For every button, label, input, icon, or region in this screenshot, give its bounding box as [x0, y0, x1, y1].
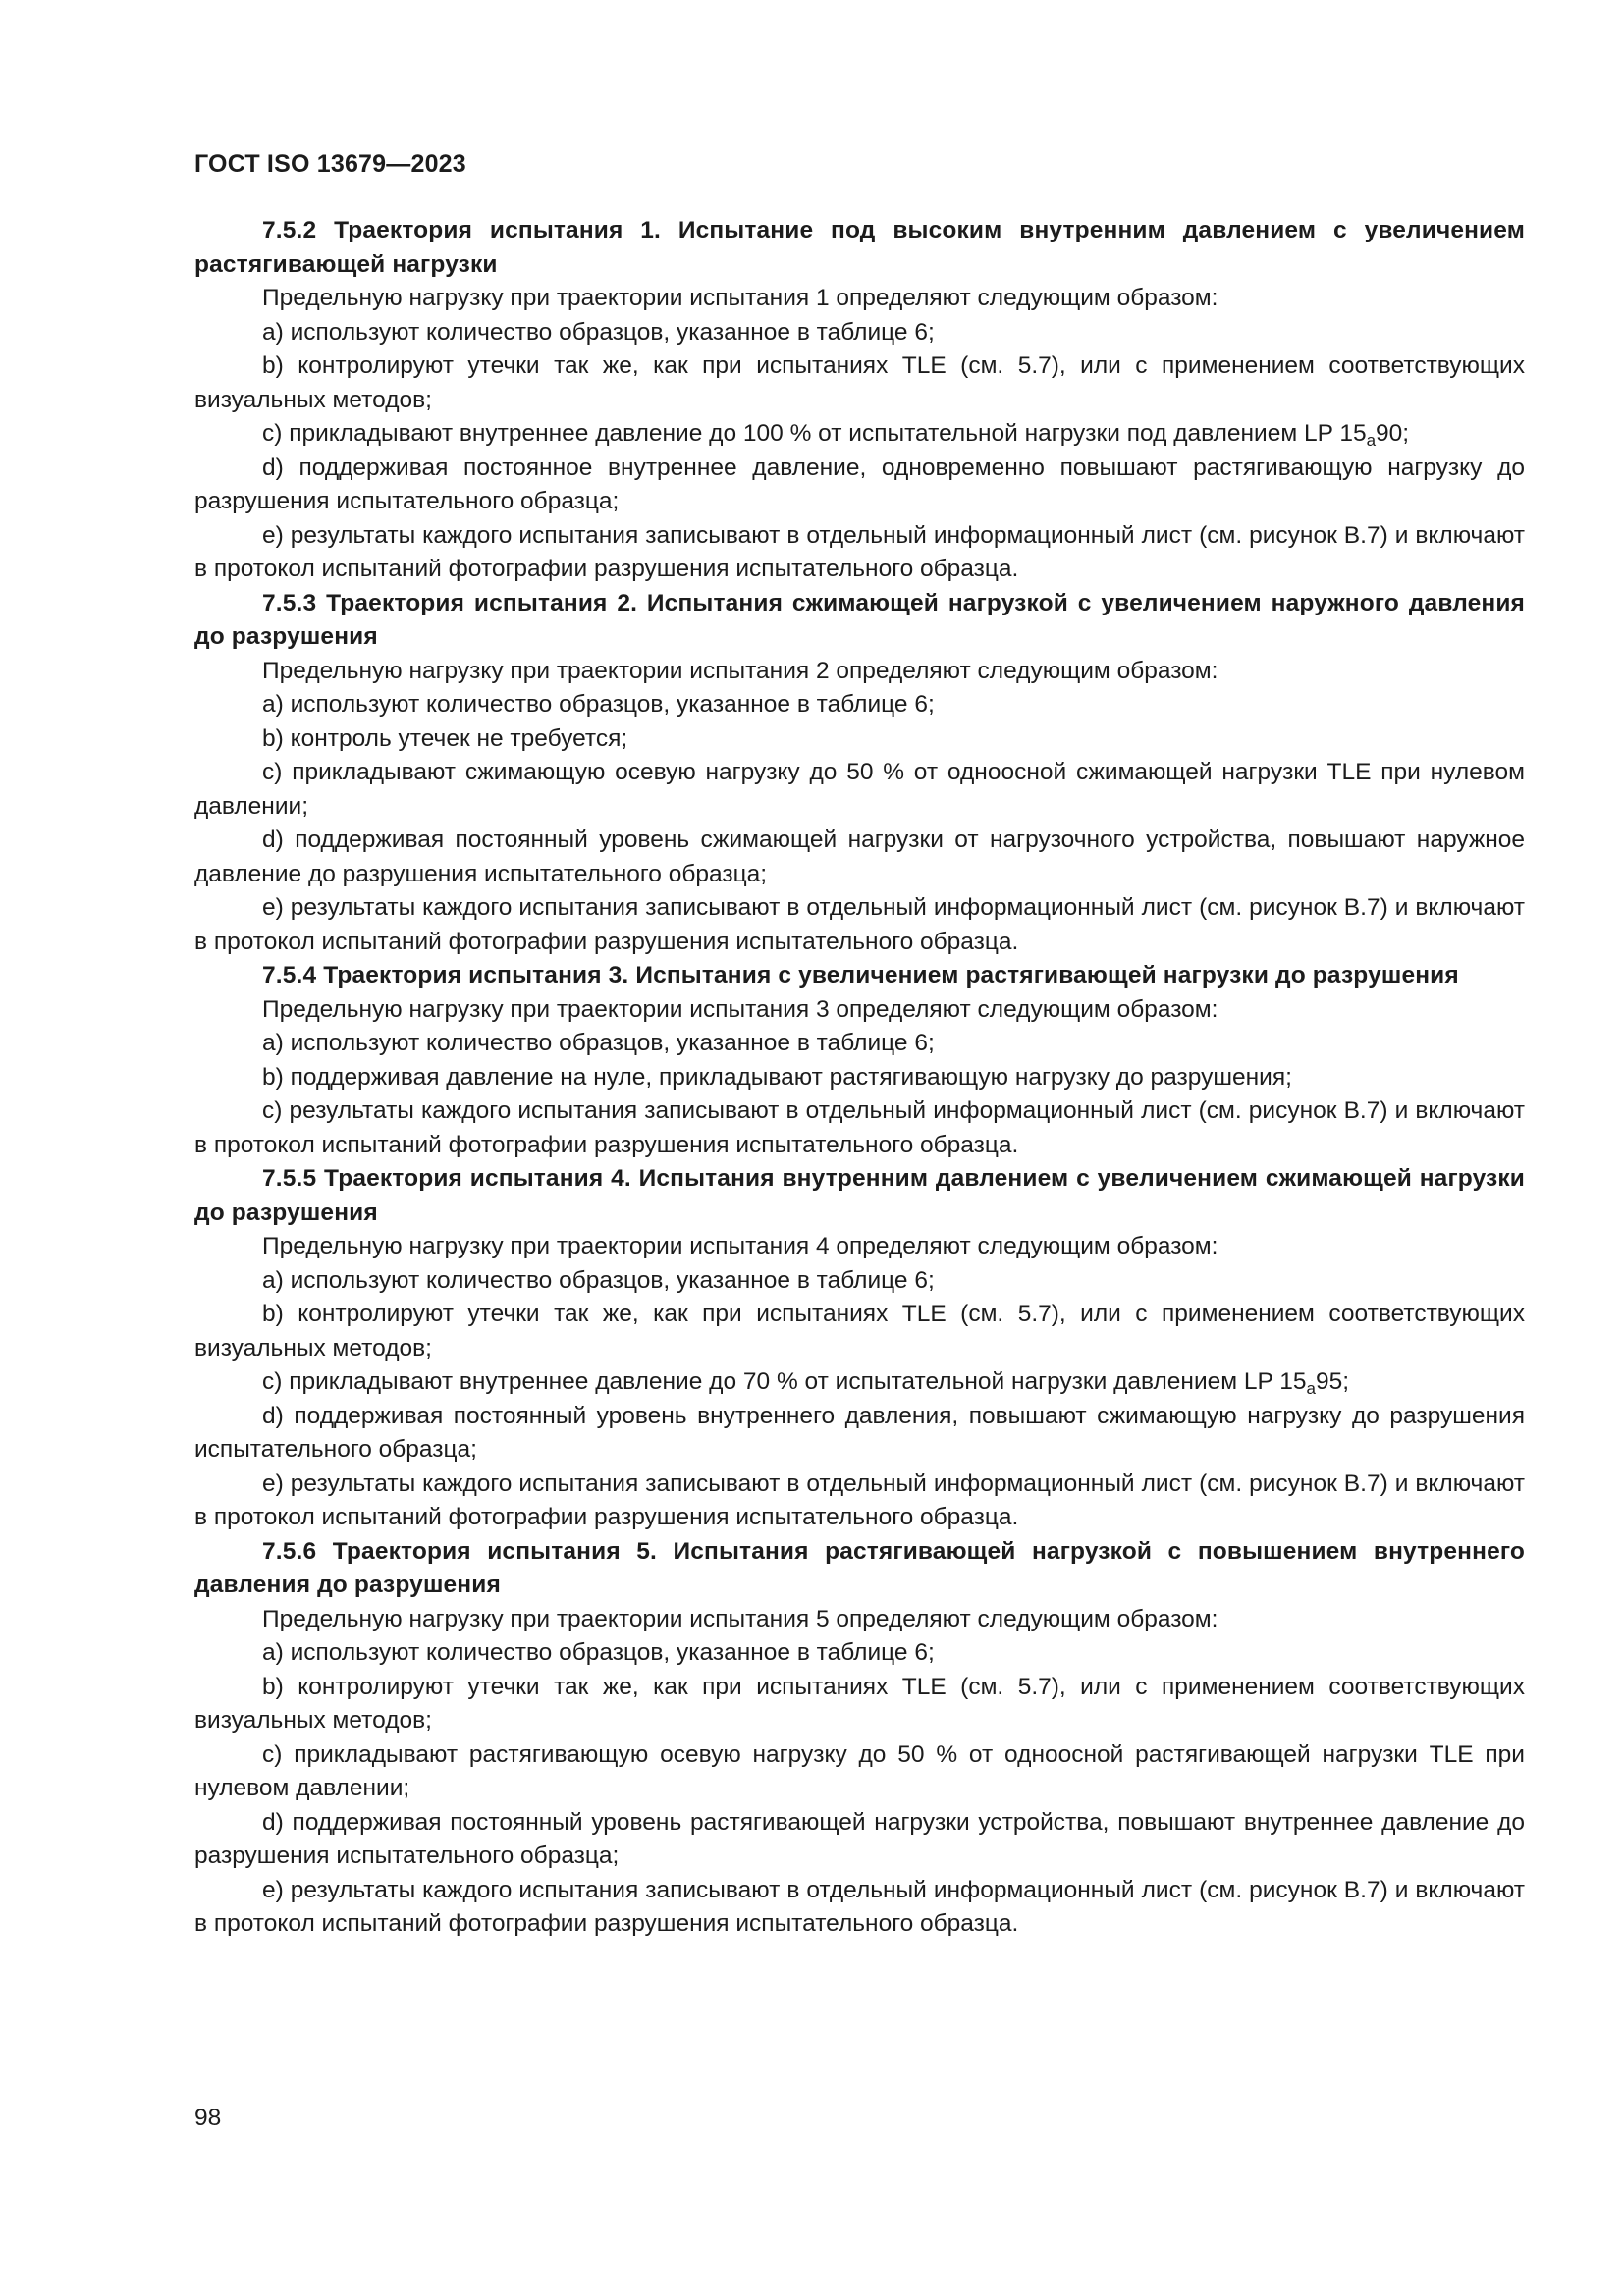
list-item-c-text: c) прикладывают внутреннее давление до 100 % от испытательной нагрузки под давлением LP 15 — [262, 420, 1367, 447]
list-item-d: d) поддерживая постоянный уровень растягивающей нагрузки устройства, повышают внутреннее давление до разрушения испытательного образца; — [194, 1808, 1525, 1869]
list-item-c-text: c) прикладывают внутреннее давление до 70 % от испытательной нагрузки давлением LP 15 — [262, 1368, 1307, 1395]
list-item-c: c) прикладывают растягивающую осевую нагрузку до 50 % от одноосной растягивающей нагрузки TLE при нулевом давлении; — [194, 1740, 1525, 1801]
list-item-e: e) результаты каждого испытания записывают в отдельный информационный лист (см. рисунок В.7) и включают в протокол испытаний фотографии разрушения испытательного образца. — [194, 1876, 1525, 1937]
list-item-c: c) прикладывают сжимающую осевую нагрузку до 50 % от одноосной сжимающей нагрузки TLE при нулевом давлении; — [194, 759, 1525, 820]
section-intro: Предельную нагрузку при траектории испытания 1 определяют следующим образом: — [262, 285, 1218, 311]
page-number: 98 — [194, 2105, 222, 2131]
section-heading: 7.5.2 Траектория испытания 1. Испытание под высоким внутренним давлением с увеличением растягивающей нагрузки — [194, 217, 1525, 278]
section-heading: 7.5.4 Траектория испытания 3. Испытания с увеличением растягивающей нагрузки до разрушения — [262, 962, 1459, 988]
list-item-e: e) результаты каждого испытания записывают в отдельный информационный лист (см. рисунок В.7) и включают в протокол испытаний фотографии разрушения испытательного образца. — [194, 521, 1525, 582]
list-item-a: a) используют количество образцов, указанное в таблице 6; — [262, 318, 935, 346]
section-intro: Предельную нагрузку при траектории испытания 2 определяют следующим образом: — [262, 657, 1218, 684]
list-item-a: a) используют количество образцов, указанное в таблице 6; — [262, 691, 935, 718]
section-intro: Предельную нагрузку при траектории испытания 3 определяют следующим образом: — [262, 995, 1218, 1023]
section-7-5-6 — [194, 1535, 1525, 1942]
list-item-b: b) контролируют утечки так же, как при испытаниях TLE (см. 5.7), или с применением соответствующих визуальных методов; — [194, 1673, 1525, 1734]
document-page — [194, 147, 1525, 1942]
section-intro: Предельную нагрузку при траектории испытания 4 определяют следующим образом: — [262, 1233, 1218, 1259]
section-heading: 7.5.5 Траектория испытания 4. Испытания внутренним давлением с увеличением сжимающей нагрузки до разрушения — [194, 1165, 1525, 1226]
subscript: a — [1306, 1379, 1316, 1398]
list-item-d: d) поддерживая постоянный уровень сжимающей нагрузки от нагрузочного устройства, повышают наружное давление до разрушения испытательного образца; — [194, 827, 1525, 887]
list-item-c: c) результаты каждого испытания записывают в отдельный информационный лист (см. рисунок В.7) и включают в протокол испытаний фотографии разрушения испытательного образца. — [194, 1097, 1525, 1158]
list-item-b: b) контроль утечек не требуется; — [262, 724, 628, 752]
list-item-c — [194, 417, 1525, 452]
list-item-b: b) контролируют утечки так же, как при испытаниях TLE (см. 5.7), или с применением соответствующих визуальных методов; — [194, 352, 1525, 413]
list-item-a: a) используют количество образцов, указанное в таблице 6; — [262, 1266, 935, 1294]
list-item-c — [194, 1365, 1525, 1400]
document-header: ГОСТ ISO 13679—2023 — [194, 150, 466, 178]
list-item-c-text-end: 95; — [1315, 1368, 1350, 1395]
section-7-5-2 — [194, 214, 1525, 587]
section-7-5-4 — [194, 959, 1525, 1162]
section-intro: Предельную нагрузку при траектории испытания 5 определяют следующим образом: — [262, 1605, 1218, 1632]
section-7-5-3 — [194, 587, 1525, 960]
list-item-b: b) контролируют утечки так же, как при испытаниях TLE (см. 5.7), или с применением соответствующих визуальных методов; — [194, 1301, 1525, 1362]
section-heading: 7.5.3 Траектория испытания 2. Испытания сжимающей нагрузкой с увеличением наружного давления до разрушения — [194, 589, 1525, 650]
section-heading: 7.5.6 Траектория испытания 5. Испытания растягивающей нагрузкой с повышением внутреннего давления до разрушения — [194, 1537, 1525, 1598]
list-item-a: a) используют количество образцов, указанное в таблице 6; — [262, 1030, 935, 1056]
list-item-d: d) поддерживая постоянное внутреннее давление, одновременно повышают растягивающую нагрузку до разрушения испытательного образца; — [194, 454, 1525, 514]
section-7-5-5 — [194, 1162, 1525, 1535]
list-item-e: e) результаты каждого испытания записывают в отдельный информационный лист (см. рисунок В.7) и включают в протокол испытаний фотографии разрушения испытательного образца. — [194, 1469, 1525, 1530]
list-item-d: d) поддерживая постоянный уровень внутреннего давления, повышают сжимающую нагрузку до разрушения испытательного образца; — [194, 1402, 1525, 1463]
list-item-c-text-end: 90; — [1376, 420, 1410, 447]
subscript: a — [1366, 431, 1377, 450]
list-item-a: a) используют количество образцов, указанное в таблице 6; — [262, 1639, 935, 1666]
list-item-b: b) поддерживая давление на нуле, прикладывают растягивающую нагрузку до разрушения; — [262, 1063, 1292, 1091]
list-item-e: e) результаты каждого испытания записывают в отдельный информационный лист (см. рисунок В.7) и включают в протокол испытаний фотографии разрушения испытательного образца. — [194, 894, 1525, 955]
